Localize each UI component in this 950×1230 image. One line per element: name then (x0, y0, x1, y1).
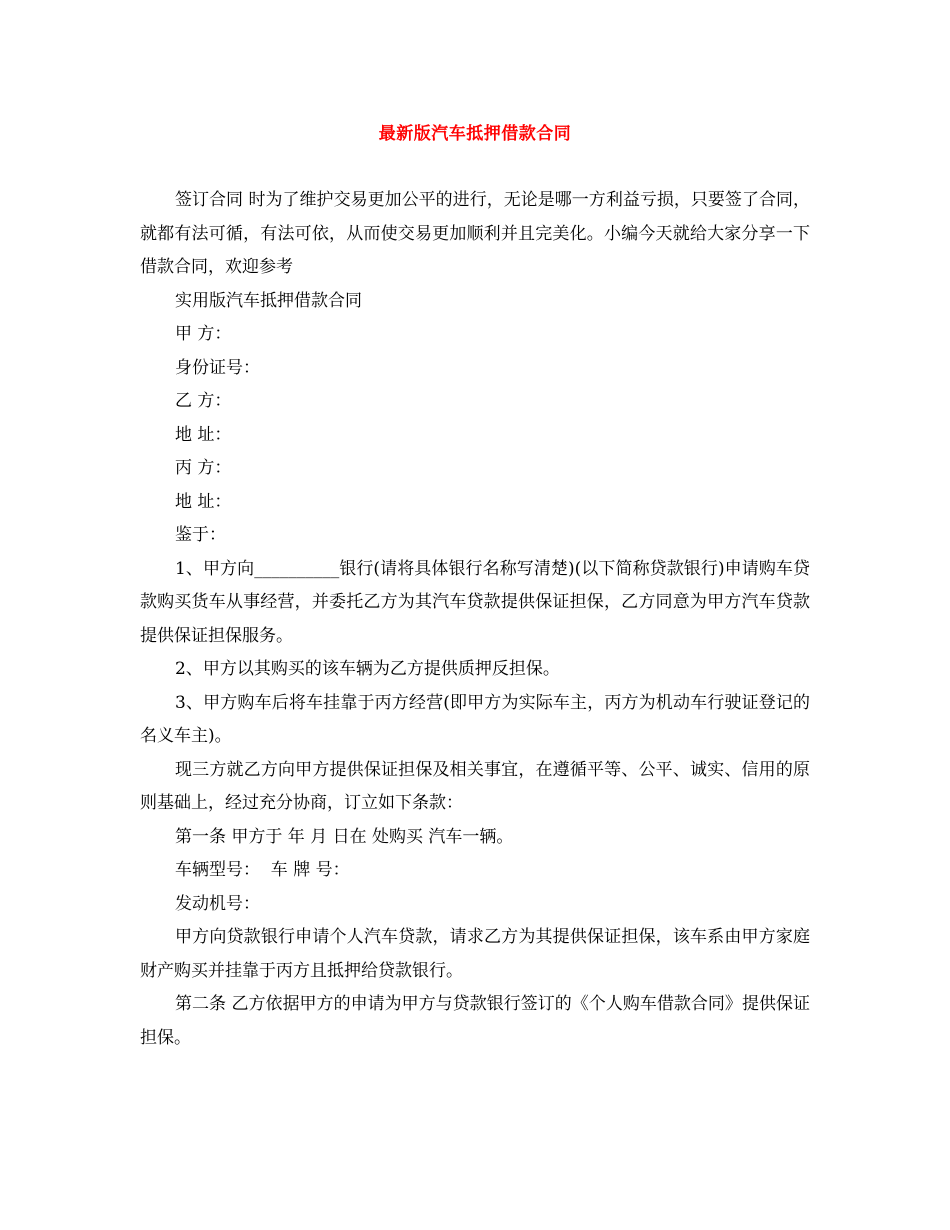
field-party-b: 乙 方： (175, 391, 232, 411)
paragraph-intro: 签订合同 时为了维护交易更加公平的进行，无论是哪一方利益亏损，只要签了合同，就都有法可循，有法可依，从而使交易更加顺利并且完美化。小编今天就给大家分享一下借款合同，欢迎参考 (140, 190, 810, 277)
clause-whereas-2: 2、甲方以其购买的该车辆为乙方提供质押反担保。 (175, 659, 560, 679)
paragraph-whereas: 鉴于： (175, 525, 226, 545)
clause-whereas-3: 3、甲方购车后将车挂靠于丙方经营(即甲方为实际车主，丙方为机动车行驶证登记的名义车主)。 (140, 692, 810, 746)
field-engine-number: 发动机号： (175, 893, 260, 914)
paragraph-agreement: 现三方就乙方向甲方提供保证担保及相关事宜，在遵循平等、公平、诚实、信用的原则基础上，经过充分协商，订立如下条款： (140, 759, 810, 813)
document-title: 最新版汽车抵押借款合同 (378, 124, 572, 144)
article-2: 第二条 乙方依据甲方的申请为甲方与贷款银行签订的《个人购车借款合同》提供保证担保。 (140, 994, 810, 1048)
field-address-c: 地 址： (175, 491, 232, 512)
clause-whereas-1: 1、甲方向__________银行(请将具体银行名称写清楚)(以下简称贷款银行)申请购车贷款购买货车从事经营，并委托乙方为其汽车贷款提供保证担保，乙方同意为甲方汽车贷款提供保证担保服务。 (140, 558, 810, 646)
paragraph-subtitle: 实用版汽车抵押借款合同 (175, 290, 362, 311)
field-party-a: 甲 方： (175, 324, 232, 344)
field-party-c: 丙 方： (175, 458, 232, 478)
document-body (140, 184, 810, 1055)
field-address-b: 地 址： (175, 424, 232, 445)
article-1-detail: 甲方向贷款银行申请个人汽车贷款，请求乙方为其提供保证担保，该车系由甲方家庭财产购买并挂靠于丙方且抵押给贷款银行。 (140, 927, 810, 981)
field-vehicle-model: 车辆型号： 车 牌 号： (175, 860, 350, 880)
article-1: 第一条 甲方于 年 月 日在 处购买 汽车一辆。 (175, 826, 514, 847)
field-id-number: 身份证号： (175, 357, 260, 378)
